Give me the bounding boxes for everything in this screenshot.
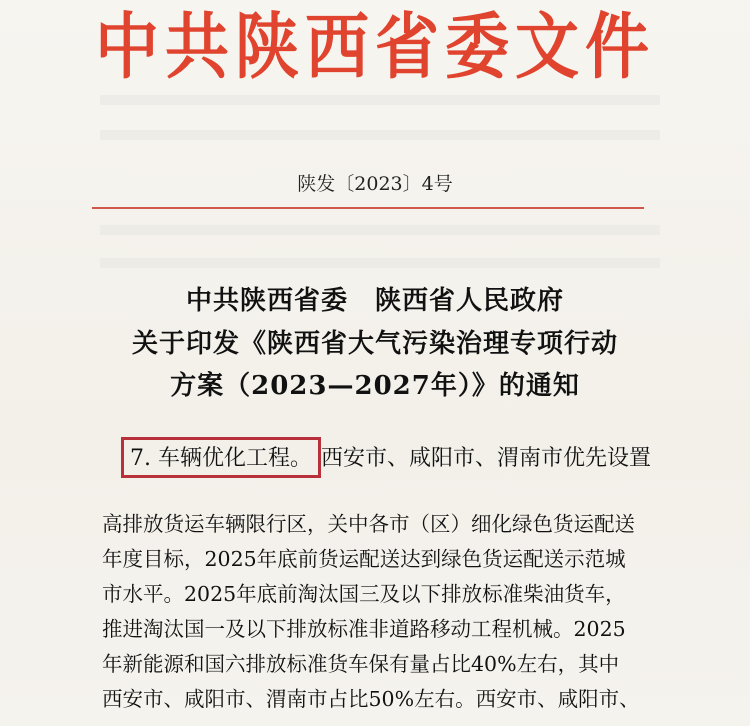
red-separator-line	[92, 207, 644, 209]
body-line: 高排放货运车辆限行区，关中各市（区）细化绿色货运配送	[102, 512, 635, 536]
body-line: 年度目标，2025年底前货运配送达到绿色货运配送示范城	[102, 547, 626, 571]
title-line-3: 方案（2023—2027年）》的通知	[170, 371, 580, 401]
title-line-2: 关于印发《陕西省大气污染治理专项行动	[131, 329, 618, 359]
document-number: 陕发〔2023〕4号	[297, 173, 453, 195]
highlighted-section-heading: 7. 车辆优化工程。	[121, 437, 321, 478]
bleed-through-text	[100, 225, 660, 235]
document-masthead: 中共陕西省委文件	[95, 5, 655, 90]
bleed-through-text	[100, 130, 660, 140]
body-line: 西安市、咸阳市、渭南市占比50%左右。西安市、咸阳市、	[102, 687, 640, 711]
body-line: 推进淘汰国一及以下排放标准非道路移动工程机械。2025	[102, 617, 626, 641]
section-lead-text: 西安市、咸阳市、渭南市优先设置	[320, 446, 651, 471]
body-line: 年新能源和国六排放标准货车保有量占比40%左右，其中	[102, 652, 620, 676]
title-line-1: 中共陕西省委 陕西省人民政府	[185, 286, 564, 316]
bleed-through-text	[100, 95, 660, 105]
bleed-through-text	[100, 258, 660, 268]
section-7-line	[130, 437, 651, 478]
body-line: 市水平。2025年底前淘汰国三及以下排放标准柴油货车，	[102, 582, 626, 606]
